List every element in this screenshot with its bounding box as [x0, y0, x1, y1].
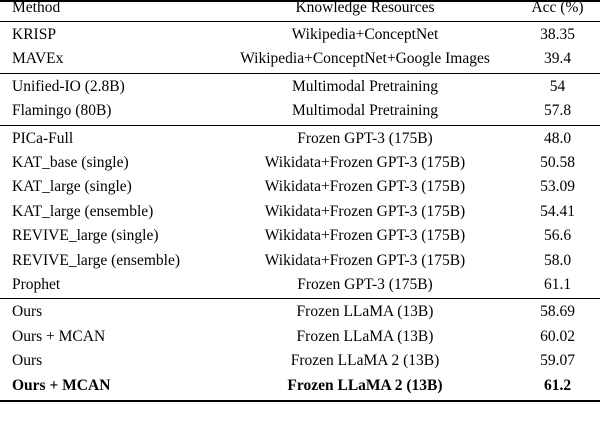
resources-cell: Frozen GPT-3 (175B) — [297, 276, 433, 293]
method-cell: KAT_large (ensemble) — [12, 202, 154, 220]
table-row — [0, 151, 600, 175]
table-row — [0, 200, 600, 224]
method-cell: Ours — [12, 303, 43, 321]
method-cell: PICa-Full — [12, 129, 74, 147]
resources-cell: Wikipedia+ConceptNet+Google Images — [240, 50, 490, 68]
group-separator — [0, 125, 600, 126]
resources-cell: Frozen LLaMA 2 (13B) — [287, 376, 443, 394]
table-row — [0, 249, 600, 273]
table-row — [0, 349, 600, 373]
method-cell: Ours — [12, 352, 43, 370]
table-row — [0, 300, 600, 324]
table-row — [0, 374, 600, 398]
method-cell: Ours + MCAN — [12, 376, 111, 394]
acc-cell: 61.1 — [543, 276, 572, 293]
method-cell: Unified-IO (2.8B) — [12, 77, 125, 95]
header-row — [0, 0, 600, 20]
method-cell: Ours + MCAN — [12, 327, 106, 345]
acc-cell: 60.02 — [540, 327, 575, 345]
header-acc: Acc (%) — [531, 0, 584, 16]
resources-cell: Wikidata+Frozen GPT-3 (175B) — [264, 154, 466, 171]
acc-cell: 57.8 — [543, 102, 572, 120]
resources-cell: Frozen LLaMA (13B) — [296, 327, 434, 345]
acc-cell: 58.0 — [543, 251, 572, 269]
acc-cell: 56.6 — [543, 227, 572, 245]
resources-cell: Wikidata+Frozen GPT-3 (175B) — [264, 178, 466, 196]
method-cell: KRISP — [12, 26, 56, 43]
acc-cell: 53.09 — [540, 178, 575, 196]
header-rule — [0, 21, 600, 22]
method-cell: KAT_large (single) — [12, 178, 132, 196]
acc-cell: 59.07 — [540, 352, 575, 370]
method-cell: REVIVE_large (ensemble) — [12, 251, 181, 269]
method-cell: Prophet — [12, 276, 61, 293]
table-row — [0, 47, 600, 71]
method-cell: MAVEx — [12, 50, 64, 68]
table-row — [0, 273, 600, 297]
acc-cell: 61.2 — [543, 376, 572, 394]
resources-cell: Frozen LLaMA (13B) — [296, 303, 434, 321]
group-separator — [0, 73, 600, 74]
table-row — [0, 23, 600, 47]
acc-cell: 39.4 — [543, 50, 572, 68]
acc-cell: 38.35 — [540, 26, 575, 43]
method-cell: Flamingo (80B) — [12, 102, 112, 120]
table-row — [0, 325, 600, 349]
resources-cell: Wikipedia+ConceptNet — [291, 26, 439, 43]
table-row — [0, 99, 600, 123]
resources-cell: Wikidata+Frozen GPT-3 (175B) — [264, 251, 466, 269]
table-row — [0, 75, 600, 99]
resources-cell: Wikidata+Frozen GPT-3 (175B) — [264, 227, 466, 245]
resources-cell: Frozen GPT-3 (175B) — [297, 129, 433, 147]
table-row — [0, 127, 600, 151]
acc-cell: 48.0 — [543, 129, 572, 147]
group-separator — [0, 298, 600, 299]
bottom-rule — [0, 400, 600, 402]
header-method: Method — [12, 0, 61, 16]
method-cell: KAT_base (single) — [12, 154, 129, 171]
table-row — [0, 224, 600, 248]
table-row — [0, 175, 600, 199]
resources-cell: Multimodal Pretraining — [292, 77, 438, 95]
header-resources: Knowledge Resources — [295, 0, 435, 16]
acc-cell: 54 — [549, 77, 566, 95]
acc-cell: 50.58 — [540, 154, 575, 171]
resources-cell: Wikidata+Frozen GPT-3 (175B) — [264, 202, 466, 220]
resources-cell: Frozen LLaMA 2 (13B) — [290, 352, 440, 370]
acc-cell: 54.41 — [540, 202, 575, 220]
acc-cell: 58.69 — [540, 303, 575, 321]
method-cell: REVIVE_large (single) — [12, 227, 159, 245]
resources-cell: Multimodal Pretraining — [292, 102, 438, 120]
